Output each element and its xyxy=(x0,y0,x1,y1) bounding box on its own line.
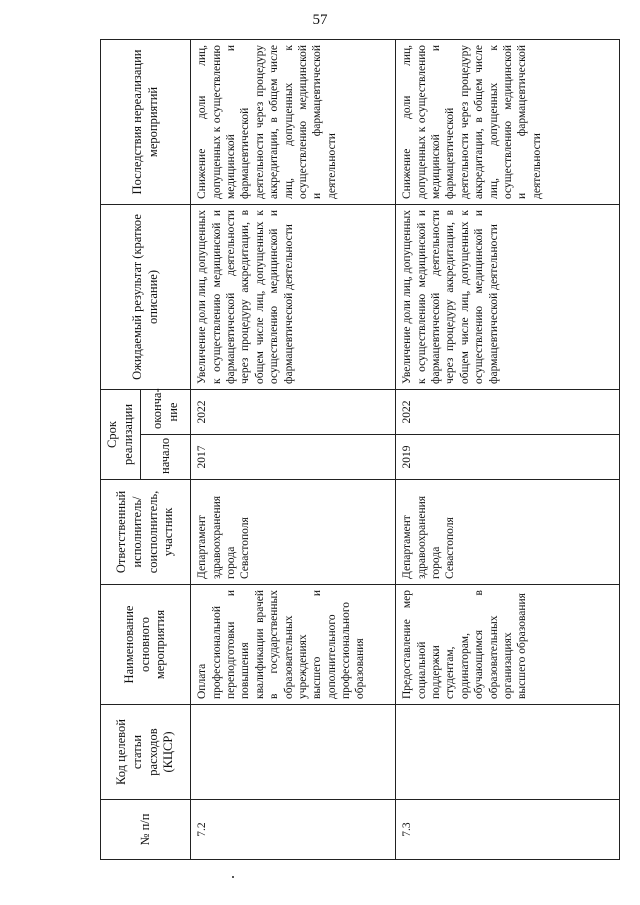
row-responsible: Департамент здравоохранения города Севастополя xyxy=(191,480,396,585)
rotated-table-wrapper xyxy=(100,40,620,860)
row-start: 2019 xyxy=(396,435,620,480)
row-code xyxy=(191,705,396,800)
header-result: Ожидаемый результат (краткое описание) xyxy=(101,204,191,389)
header-responsible: Ответственный исполнитель/ соисполнитель, участник xyxy=(101,480,191,585)
row-num: 7.3 xyxy=(396,800,620,860)
header-consequences: Последствия нереализации мероприятий xyxy=(101,39,191,204)
row-code xyxy=(396,705,620,800)
header-period: Срок реализации xyxy=(101,389,141,479)
row-end: 2022 xyxy=(396,389,620,434)
table-row xyxy=(191,39,396,859)
row-name: Оплата профессиональной переподготовки и повышения квалификации врачей в государственных образовательных учреждениях высшего и дополнительного профессионального образования xyxy=(191,585,396,705)
header-start: начало xyxy=(141,435,191,480)
header-num: № п/п xyxy=(101,800,191,860)
row-responsible: Департамент здравоохранения города Севастополя xyxy=(396,480,620,585)
row-num: 7.2 xyxy=(191,800,396,860)
rotated-table-container xyxy=(100,40,620,860)
row-start: 2017 xyxy=(191,435,396,480)
table-row xyxy=(396,39,620,859)
row-result: Увеличение доли лиц, допущенных к осуществлению медицинской и фармацевтической деятельности через процедуру аккредитации, в общем числе лиц, допущенных к осуществлению медицинской и фармацевтической деятельности xyxy=(191,204,396,389)
header-name: Наименование основного мероприятия xyxy=(101,585,191,705)
row-end: 2022 xyxy=(191,389,396,434)
scan-speck xyxy=(232,876,234,878)
activities-table xyxy=(100,39,620,860)
header-end: оконча-ние xyxy=(141,389,191,434)
row-consequences: Снижение доли лиц, допущенных к осуществлению медицинской и фармацевтической деятельности через процедуру аккредитации, в общем числе лиц, допущенных к осуществлению медицинской и фармацевтической деятельности xyxy=(396,39,620,204)
row-consequences: Снижение доли лиц, допущенных к осуществлению медицинской и фармацевтической деятельности через процедуру аккредитации, в общем числе лиц, допущенных к осуществлению медицинской и фармацевтической деятельности xyxy=(191,39,396,204)
page-number: 57 xyxy=(312,12,328,28)
row-name: Предоставление мер социальной поддержки студентам, ординаторам, обучающимся в образовательных организациях высшего образования xyxy=(396,585,620,705)
row-result: Увеличение доли лиц, допущенных к осуществлению медицинской и фармацевтической деятельности через процедуру аккредитации, в общем числе лиц, допущенных к осуществлению медицинской и фармацевтической деятельности xyxy=(396,204,620,389)
header-code: Код целевой статьи расходов (КЦСР) xyxy=(101,705,191,800)
